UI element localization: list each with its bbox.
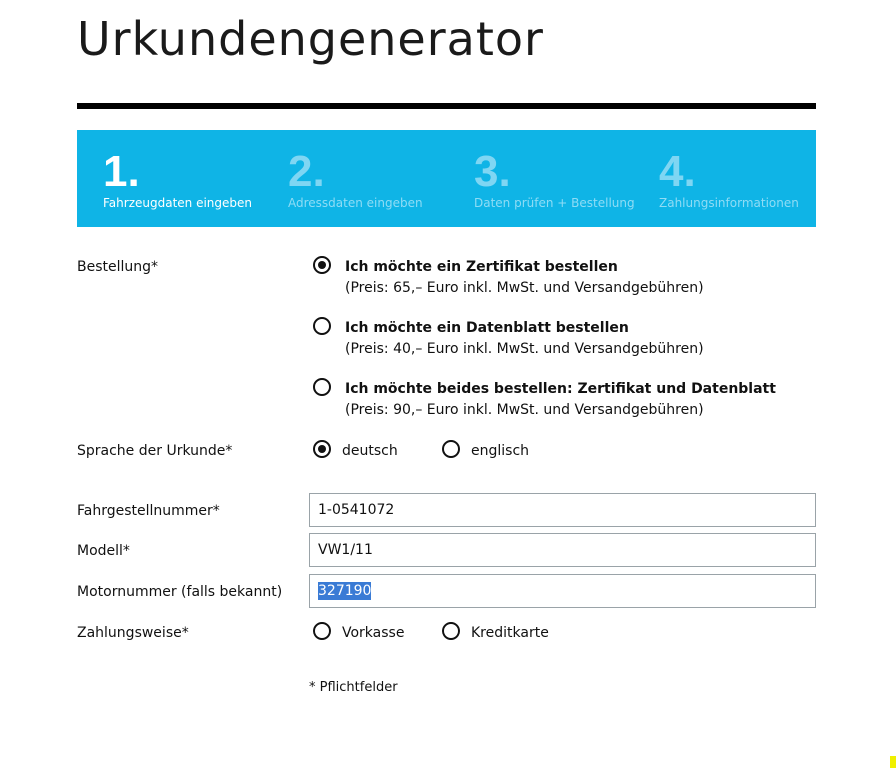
order-label: Bestellung*: [77, 259, 159, 275]
language-english-label: englisch: [471, 443, 530, 459]
step-2-label: Adressdaten eingeben: [288, 196, 423, 210]
step-progress-bar: [77, 130, 816, 227]
language-english-radio[interactable]: [442, 440, 460, 458]
order-certificate-title: Ich möchte ein Zertifikat bestellen: [345, 259, 618, 275]
corner-marker: [890, 756, 896, 768]
step-4: [659, 148, 799, 210]
order-both-title: Ich möchte beides bestellen: Zertifikat und Datenblatt: [345, 381, 776, 397]
model-input[interactable]: [309, 533, 816, 567]
step-3-label: Daten prüfen + Bestellung: [474, 196, 635, 210]
chassis-number-label: Fahrgestellnummer*: [77, 503, 220, 519]
step-2: [288, 148, 423, 210]
engine-number-label: Motornummer (falls bekannt): [77, 584, 283, 600]
payment-prepayment-label: Vorkasse: [342, 625, 405, 641]
order-both-radio[interactable]: [313, 378, 331, 396]
step-4-number: 4.: [659, 147, 696, 196]
step-3-number: 3.: [474, 147, 511, 196]
payment-prepayment-radio[interactable]: [313, 622, 331, 640]
title-divider: [77, 103, 816, 109]
order-both-price: (Preis: 90,– Euro inkl. MwSt. und Versandgebühren): [345, 402, 704, 418]
step-1-number: 1.: [103, 147, 140, 196]
language-german-label: deutsch: [342, 443, 398, 459]
payment-creditcard-label: Kreditkarte: [471, 625, 549, 641]
model-label: Modell*: [77, 543, 130, 559]
step-4-label: Zahlungsinformationen: [659, 196, 799, 210]
step-3: [474, 148, 635, 210]
order-datasheet-title: Ich möchte ein Datenblatt bestellen: [345, 320, 629, 336]
order-certificate-price: (Preis: 65,– Euro inkl. MwSt. und Versandgebühren): [345, 280, 704, 296]
required-fields-note: * Pflichtfelder: [309, 680, 398, 692]
chassis-number-value: 1-0541072: [318, 502, 395, 518]
engine-number-value: 327190: [318, 583, 372, 599]
language-german-radio[interactable]: [313, 440, 331, 458]
payment-creditcard-radio[interactable]: [442, 622, 460, 640]
model-value: VW1/11: [318, 542, 373, 558]
order-certificate-radio[interactable]: [313, 256, 331, 274]
chassis-number-input[interactable]: [309, 493, 816, 527]
language-label: Sprache der Urkunde*: [77, 443, 233, 459]
step-2-number: 2.: [288, 147, 325, 196]
page-title: Urkundengenerator: [77, 12, 544, 66]
payment-label: Zahlungsweise*: [77, 625, 189, 641]
order-datasheet-price: (Preis: 40,– Euro inkl. MwSt. und Versandgebühren): [345, 341, 704, 357]
engine-number-input[interactable]: [309, 574, 816, 608]
step-1-label: Fahrzeugdaten eingeben: [103, 196, 253, 210]
order-datasheet-radio[interactable]: [313, 317, 331, 335]
step-1: [103, 148, 252, 210]
